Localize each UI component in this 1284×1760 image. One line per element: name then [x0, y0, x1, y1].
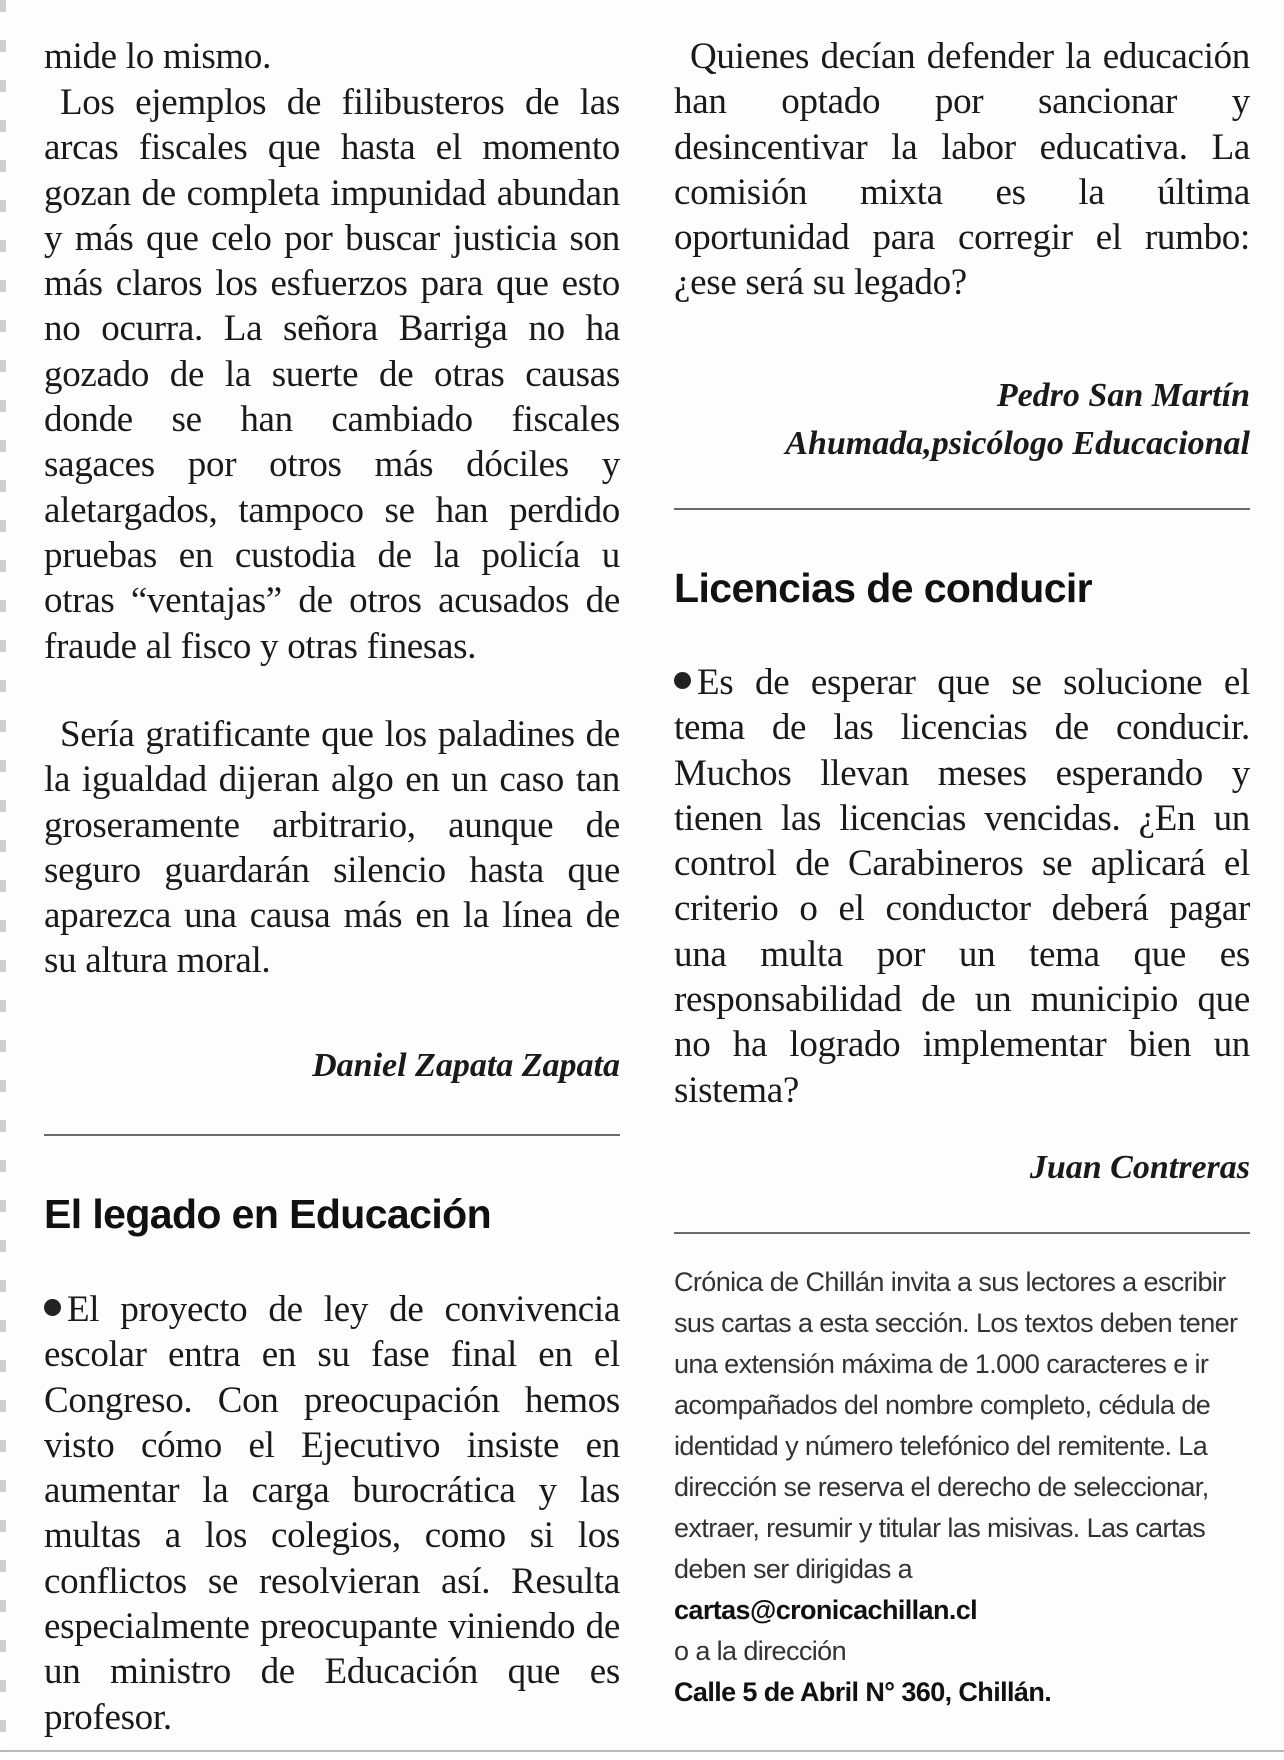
notice-address-intro: o a la dirección: [674, 1636, 847, 1666]
notice-email[interactable]: cartas@cronicachillan.cl: [674, 1595, 978, 1625]
letter-signature-title: Ahumada,psicólogo Educacional: [785, 425, 1250, 462]
notice-text: Crónica de Chillán invita a sus lectores a escribir sus cartas a esta sección. Los textos deben tener una extensión máxima de 1.000 caracteres e ir acompañados del nombre completo, cédula de identidad y número telefónico del remitente. La dirección se reserva el derecho de seleccionar, extraer, resumir y titular las misivas. Las cartas deben ser dirigidas a: [674, 1267, 1238, 1584]
letter-headline: Licencias de conducir: [674, 565, 1093, 611]
letter-headline: El legado en Educación: [44, 1191, 492, 1237]
letter-signature: Juan Contreras: [1029, 1149, 1250, 1186]
letter-signature: Daniel Zapata Zapata: [312, 1047, 620, 1084]
section-divider: [674, 1232, 1250, 1234]
letter-continuation-text: Quienes decían defender la educación han optado por sancionar y desincentivar la labor educativa. La comisión mixta es la última oportunidad para corregir el rumbo: ¿ese será su legado?: [674, 36, 1250, 304]
letter-paragraph: Sería gratificante que los paladines de la igualdad dijeran algo en un caso tan groseramente arbitrario, aunque de seguro guardarán silencio hasta que aparezca una causa más en la línea de su altura moral.: [44, 714, 620, 982]
page-edge-shadow: [0, 0, 6, 1760]
section-divider: [44, 1134, 620, 1136]
notice-address: Calle 5 de Abril N° 360, Chillán.: [674, 1677, 1052, 1707]
section-divider: [674, 508, 1250, 510]
submission-notice: [674, 1262, 1244, 1713]
letter-signature-name: Pedro San Martín: [996, 377, 1250, 414]
page-bottom-rule: [0, 1750, 1284, 1752]
letter-body: El proyecto de ley de convivencia escolar entra en su fase final en el Congreso. Con preocupación hemos visto cómo el Ejecutivo insiste en aumentar la carga burocrática y las multas a los colegios, como si los conflictos se resolvieran así. Resulta especialmente preocupante viniendo de un ministro de Educación que es profesor.: [44, 1287, 620, 1740]
letter-body: Es de esperar que se solucione el tema de las licencias de conducir. Muchos llevan meses esperando y tienen las licencias vencidas. ¿En un control de Carabineros se aplicará el criterio o el conductor deberá pagar una multa por un tema que es responsabilidad de un municipio que no ha logrado implementar bien un sistema?: [674, 660, 1250, 1113]
letter-paragraph: Los ejemplos de filibusteros de las arcas fiscales que hasta el momento gozan de completa impunidad abundan y más que celo por buscar justicia son más claros los esfuerzos para que esto no ocurra. La señora Barriga no ha gozado de la suerte de otras causas donde se han cambiado fiscales sagaces por otros más dóciles y aletargados, tampoco se han perdido pruebas en custodia de la policía u otras “ventajas” de otros acusados de fraude al fisco y otras finesas.: [44, 82, 620, 667]
letter-continuation-text: mide lo mismo.: [44, 36, 272, 77]
